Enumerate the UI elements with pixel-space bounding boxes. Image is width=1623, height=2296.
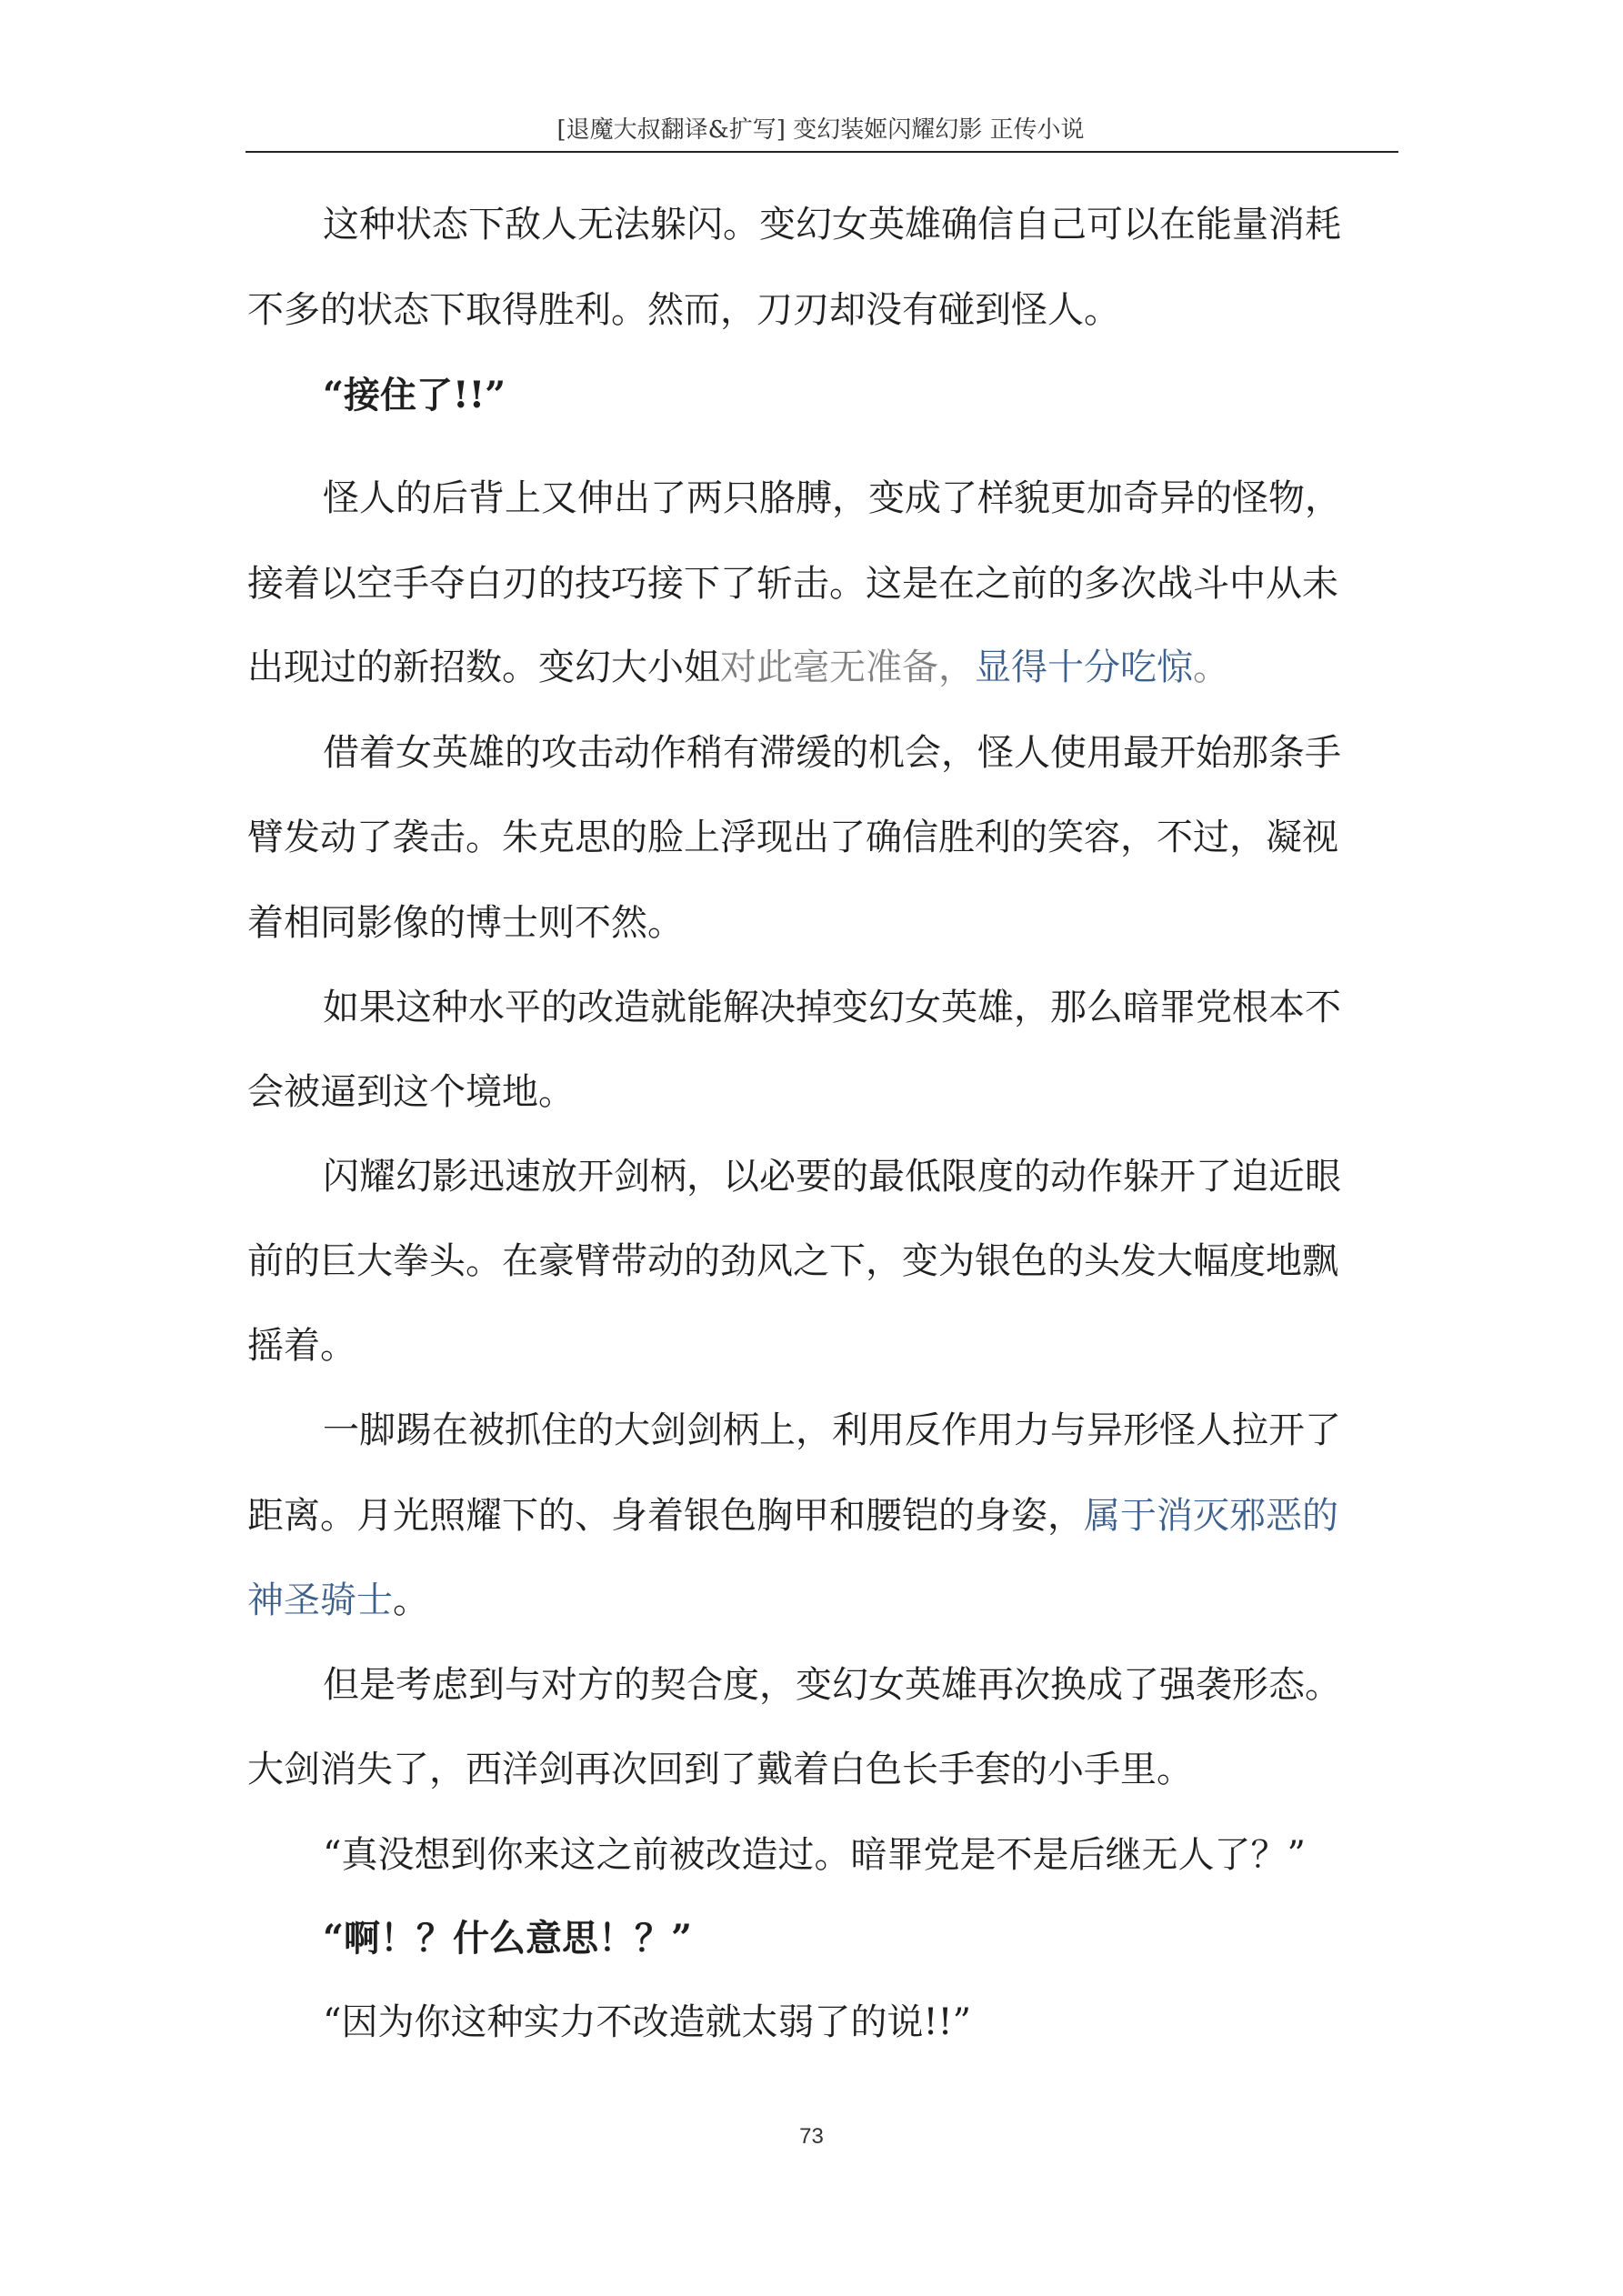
- highlighted-text-run: 对此毫无准备，: [720, 647, 975, 688]
- text-run: 距离。月光照耀下的、身着银色胸甲和腰铠的身姿，: [247, 1495, 1084, 1537]
- header-rule: [245, 151, 1398, 153]
- text-line: [247, 1489, 1402, 1543]
- text-line: [247, 640, 1402, 695]
- text-line: 一脚踢在被抓住的大剑剑柄上，利用反作用力与异形怪人拉开了: [323, 1409, 1341, 1451]
- dialogue-line: “因为你这种实力不改造就太弱了的说!!”: [323, 2001, 972, 2043]
- page-number: 73: [799, 2124, 824, 2149]
- text-line: 如果这种水平的改造就能解决掉变幻女英雄，那么暗罪党根本不: [323, 987, 1341, 1028]
- text-line: 会被逼到这个境地。: [247, 1071, 575, 1113]
- text-line: 前的巨大拳头。在豪臂带动的劲风之下，变为银色的头发大幅度地飘: [247, 1240, 1338, 1282]
- text-line: [247, 1573, 1402, 1628]
- highlighted-text-run: 属于消灭邪恶的: [1084, 1495, 1338, 1537]
- dialogue-line: “真没想到你来这之前被改造过。暗罪党是不是后继无人了？”: [323, 1834, 1306, 1876]
- text-line: 这种状态下敌人无法躲闪。变幻女英雄确信自己可以在能量消耗: [323, 204, 1341, 246]
- text-line: 不多的状态下取得胜利。然而，刀刃却没有碰到怪人。: [247, 289, 1120, 331]
- highlighted-text-run: 显得十分吃惊: [975, 647, 1193, 688]
- text-line: 臂发动了袭击。朱克思的脸上浮现出了确信胜利的笑容，不过，凝视: [247, 817, 1338, 858]
- highlighted-text-run: 神圣骑士: [247, 1579, 393, 1621]
- text-line: 但是考虑到与对方的契合度，变幻女英雄再次换成了强袭形态。: [323, 1664, 1341, 1706]
- text-line: 摇着。: [247, 1325, 356, 1367]
- text-line: 着相同影像的博士则不然。: [247, 902, 684, 944]
- dialogue-line: “啊！？什么意思！？”: [323, 1917, 693, 1960]
- text-line: 借着女英雄的攻击动作稍有滞缓的机会，怪人使用最开始那条手: [323, 732, 1341, 774]
- text-line: 大剑消失了，西洋剑再次回到了戴着白色长手套的小手里。: [247, 1749, 1193, 1790]
- text-line: 闪耀幻影迅速放开剑柄，以必要的最低限度的动作躲开了迫近眼: [323, 1156, 1341, 1198]
- text-run: 。: [1193, 647, 1229, 688]
- text-line: 接着以空手夺白刃的技巧接下了斩击。这是在之前的多次战斗中从未: [247, 563, 1338, 605]
- text-line: 怪人的后背上又伸出了两只胳膊，变成了样貌更加奇异的怪物，: [323, 477, 1341, 519]
- dialogue-line: “接住了!!”: [323, 374, 506, 416]
- running-header: [退魔大叔翻译&扩写] 变幻装姬闪耀幻影 正传小说: [556, 116, 1085, 144]
- text-run: 出现过的新招数。变幻大小姐: [247, 647, 720, 688]
- text-run: 。: [393, 1579, 429, 1621]
